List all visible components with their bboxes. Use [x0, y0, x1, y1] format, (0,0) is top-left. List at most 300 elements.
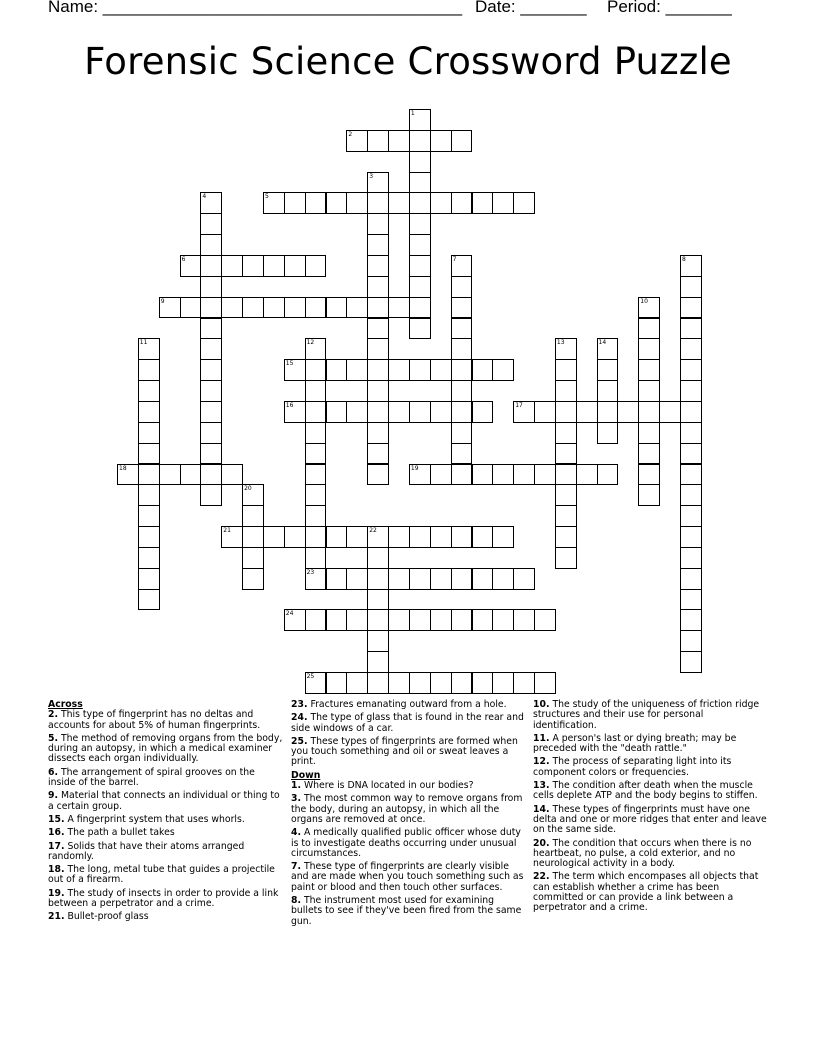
clue-text: Solids that have their atoms arranged randomly.: [48, 840, 245, 862]
down-clue: [533, 839, 769, 870]
grid-cell[interactable]: [638, 380, 660, 402]
grid-cell[interactable]: [388, 609, 410, 631]
grid-cell[interactable]: [305, 484, 327, 506]
across-clue: [48, 828, 284, 838]
grid-cell[interactable]: [597, 359, 619, 381]
grid-cell[interactable]: [388, 526, 410, 548]
grid-cell[interactable]: [242, 547, 264, 569]
grid-cell[interactable]: [492, 568, 514, 590]
clue-text: The arrangement of spiral grooves on the inside of the barrel.: [48, 766, 255, 789]
clue-number: 14: [598, 339, 607, 347]
clue-number: 16: [285, 401, 294, 409]
grid-cell[interactable]: [409, 401, 431, 423]
grid-cell[interactable]: [138, 526, 160, 548]
grid-cell[interactable]: [597, 401, 619, 423]
down-clue: [291, 828, 527, 859]
grid-cell[interactable]: [513, 568, 535, 590]
grid-cell[interactable]: [680, 338, 702, 360]
clue-number: 19: [410, 464, 419, 472]
grid-cell[interactable]: [200, 484, 222, 506]
grid-cell[interactable]: [472, 464, 494, 486]
grid-cell[interactable]: [367, 443, 389, 465]
grid-cell[interactable]: [326, 192, 348, 214]
grid-cell[interactable]: [367, 651, 389, 673]
grid-cell[interactable]: [367, 276, 389, 298]
grid-cell[interactable]: [680, 422, 702, 444]
grid-cell[interactable]: [138, 422, 160, 444]
grid-cell[interactable]: [284, 255, 306, 277]
grid-cell[interactable]: [451, 318, 473, 340]
grid-cell[interactable]: [409, 213, 431, 235]
clue-num: 10.: [533, 699, 550, 710]
grid-cell[interactable]: [200, 380, 222, 402]
grid-cell[interactable]: [409, 255, 431, 277]
grid-cell[interactable]: [221, 255, 243, 277]
grid-cell[interactable]: [200, 401, 222, 423]
clue-text: The term which encompases all objects that can establish whether a crime has been committed or can provide a link between a perpetrator and a crime.: [533, 871, 759, 914]
clue-text: The condition that occurs when there is no heartbeat, no pulse, a cold exterior, and no neurological activity in a body.: [533, 837, 752, 870]
grid-cell[interactable]: [680, 505, 702, 527]
down-clue: [291, 896, 527, 927]
grid-cell[interactable]: [472, 359, 494, 381]
grid-cell[interactable]: [346, 401, 368, 423]
down-clue: [533, 781, 769, 802]
grid-cell[interactable]: [409, 234, 431, 256]
grid-cell[interactable]: [263, 255, 285, 277]
grid-cell[interactable]: [305, 547, 327, 569]
grid-cell[interactable]: [409, 359, 431, 381]
grid-cell[interactable]: [409, 130, 431, 152]
grid-cell[interactable]: [472, 401, 494, 423]
clue-num: 22.: [533, 871, 550, 883]
grid-cell[interactable]: [367, 672, 389, 694]
grid-cell[interactable]: [367, 234, 389, 256]
grid-cell[interactable]: [367, 568, 389, 590]
grid-cell[interactable]: [680, 547, 702, 569]
down-clue: [533, 700, 769, 731]
grid-cell[interactable]: [638, 484, 660, 506]
grid-cell[interactable]: [346, 568, 368, 590]
grid-cell[interactable]: [680, 380, 702, 402]
grid-cell[interactable]: [305, 192, 327, 214]
grid-cell[interactable]: [555, 464, 577, 486]
clue-text: This type of fingerprint has no deltas and accounts for about 5% of human fingerprints.: [48, 709, 261, 731]
grid-cell[interactable]: [451, 464, 473, 486]
grid-cell[interactable]: [409, 672, 431, 694]
grid-cell[interactable]: [472, 192, 494, 214]
clue-text: Material that connects an individual or thing to a certain group.: [48, 790, 280, 812]
grid-cell[interactable]: [409, 151, 431, 173]
clue-number: 7: [452, 256, 457, 263]
grid-cell[interactable]: [555, 526, 577, 548]
grid-cell[interactable]: [200, 359, 222, 381]
grid-cell[interactable]: [472, 609, 494, 631]
page-title: Forensic Science Crossword Puzzle: [84, 40, 732, 83]
down-clue: [533, 757, 769, 778]
grid-cell[interactable]: [492, 609, 514, 631]
grid-cell[interactable]: [451, 443, 473, 465]
grid-cell[interactable]: [180, 464, 202, 486]
grid-cell[interactable]: [430, 568, 452, 590]
grid-cell[interactable]: [638, 464, 660, 486]
grid-cell[interactable]: [451, 609, 473, 631]
grid-cell[interactable]: [200, 297, 222, 319]
clue-number: 3: [369, 172, 374, 180]
grid-cell[interactable]: [680, 318, 702, 340]
clue-number: 2: [348, 130, 353, 138]
grid-cell[interactable]: [284, 526, 306, 548]
grid-cell[interactable]: [430, 401, 452, 423]
clue-number: 6: [181, 256, 186, 263]
grid-cell[interactable]: [242, 297, 264, 319]
grid-cell[interactable]: [367, 464, 389, 486]
down-clue: [291, 781, 527, 791]
grid-cell[interactable]: [326, 526, 348, 548]
grid-cell[interactable]: [367, 380, 389, 402]
clue-num: 12.: [533, 756, 550, 768]
grid-cell[interactable]: [367, 213, 389, 235]
grid-cell[interactable]: [555, 422, 577, 444]
grid-cell[interactable]: [200, 255, 222, 277]
clue-text: A fingerprint system that uses whorls.: [64, 813, 245, 825]
grid-cell[interactable]: [451, 422, 473, 444]
grid-cell[interactable]: [492, 192, 514, 214]
grid-cell[interactable]: [680, 651, 702, 673]
grid-cell[interactable]: [326, 568, 348, 590]
grid-cell[interactable]: [326, 401, 348, 423]
grid-cell[interactable]: [451, 526, 473, 548]
grid-cell[interactable]: [326, 297, 348, 319]
grid-cell[interactable]: [451, 401, 473, 423]
grid-cell[interactable]: [597, 464, 619, 486]
clue-number: 4: [202, 193, 207, 201]
grid-cell[interactable]: [430, 464, 452, 486]
clue-num: 3.: [291, 793, 302, 805]
grid-cell[interactable]: [305, 255, 327, 277]
clue-number: 15: [285, 360, 294, 368]
grid-cell[interactable]: [451, 338, 473, 360]
clue-num: 18.: [48, 864, 65, 876]
grid-cell[interactable]: [409, 609, 431, 631]
grid-cell[interactable]: [284, 192, 306, 214]
name-field[interactable]: Name: ______________________________________: [48, 0, 463, 16]
clue-text: These types of fingerprints must have one delta and one or more ridges that enter and leave on the same side.: [533, 803, 767, 836]
clue-number: 5: [265, 193, 269, 201]
grid-cell[interactable]: [555, 401, 577, 423]
grid-cell[interactable]: [367, 547, 389, 569]
grid-cell[interactable]: [388, 568, 410, 590]
grid-cell[interactable]: [492, 672, 514, 694]
grid-cell[interactable]: [513, 672, 535, 694]
grid-cell[interactable]: [346, 359, 368, 381]
grid-cell[interactable]: [680, 276, 702, 298]
grid-cell[interactable]: [367, 630, 389, 652]
clue-text: The process of separating light into its component colors or frequencies.: [533, 756, 732, 778]
down-clue: [291, 862, 527, 893]
clue-num: 6.: [48, 766, 59, 778]
grid-cell[interactable]: [367, 192, 389, 214]
clue-text: The path a bullet takes: [64, 827, 175, 839]
clue-number: 23: [306, 568, 315, 576]
clue-num: 9.: [48, 790, 59, 802]
grid-cell[interactable]: [284, 297, 306, 319]
grid-cell[interactable]: [555, 505, 577, 527]
clue-number: 8: [682, 256, 686, 263]
grid-cell[interactable]: [680, 589, 702, 611]
grid-cell[interactable]: [409, 276, 431, 298]
grid-cell[interactable]: [367, 255, 389, 277]
clues-column-3: [533, 700, 769, 917]
clue-num: 25.: [291, 735, 308, 747]
grid-cell[interactable]: [138, 484, 160, 506]
clue-text: The long, metal tube that guides a projectile out of a firearm.: [48, 864, 275, 886]
grid-cell[interactable]: [367, 130, 389, 152]
grid-cell[interactable]: [451, 380, 473, 402]
grid-cell[interactable]: [638, 318, 660, 340]
grid-cell[interactable]: [263, 526, 285, 548]
grid-cell[interactable]: [200, 318, 222, 340]
clue-text: The instrument most used for examining bullets to see if they've been fired from the same gun.: [291, 895, 522, 927]
grid-cell[interactable]: [305, 505, 327, 527]
clue-text: Bullet-proof glass: [64, 911, 149, 923]
grid-cell[interactable]: [388, 359, 410, 381]
grid-cell[interactable]: [138, 401, 160, 423]
grid-cell[interactable]: [305, 422, 327, 444]
grid-cell[interactable]: [680, 568, 702, 590]
grid-cell[interactable]: [200, 213, 222, 235]
grid-cell[interactable]: [326, 672, 348, 694]
grid-cell[interactable]: [388, 130, 410, 152]
grid-cell[interactable]: [138, 464, 160, 486]
grid-cell[interactable]: [305, 464, 327, 486]
grid-cell[interactable]: [680, 297, 702, 319]
grid-cell[interactable]: [326, 609, 348, 631]
grid-cell[interactable]: [138, 443, 160, 465]
clue-number: 20: [244, 485, 252, 493]
grid-cell[interactable]: [138, 359, 160, 381]
grid-cell[interactable]: [200, 422, 222, 444]
grid-cell[interactable]: [534, 464, 556, 486]
clue-text: These types of fingerprints are formed when you touch something and oil or sweat leaves a print.: [291, 735, 518, 768]
grid-cell[interactable]: [430, 359, 452, 381]
grid-cell[interactable]: [305, 609, 327, 631]
grid-cell[interactable]: [492, 359, 514, 381]
grid-cell[interactable]: [597, 422, 619, 444]
grid-cell[interactable]: [680, 401, 702, 423]
grid-cell[interactable]: [472, 672, 494, 694]
grid-cell[interactable]: [305, 401, 327, 423]
grid-cell[interactable]: [451, 192, 473, 214]
grid-cell[interactable]: [430, 672, 452, 694]
grid-cell[interactable]: [534, 609, 556, 631]
across-clue: [291, 713, 527, 734]
grid-cell[interactable]: [305, 380, 327, 402]
grid-cell[interactable]: [638, 359, 660, 381]
grid-cell[interactable]: [430, 609, 452, 631]
clue-number: 24: [285, 610, 294, 618]
clue-text: The study of the uniqueness of friction ridge structures and their use for personal identification.: [533, 699, 760, 731]
down-clue: [533, 805, 769, 836]
grid-cell[interactable]: [326, 359, 348, 381]
grid-cell[interactable]: [534, 401, 556, 423]
across-clue: [48, 842, 284, 863]
grid-cell[interactable]: [451, 672, 473, 694]
grid-cell[interactable]: [576, 464, 598, 486]
grid-cell[interactable]: [200, 234, 222, 256]
clue-number: 12: [306, 339, 315, 347]
down-clue: [291, 794, 527, 825]
grid-cell[interactable]: [451, 568, 473, 590]
grid-cell[interactable]: [638, 401, 660, 423]
grid-cell[interactable]: [409, 318, 431, 340]
grid-cell[interactable]: [617, 401, 639, 423]
grid-cell[interactable]: [138, 505, 160, 527]
grid-cell[interactable]: [680, 359, 702, 381]
grid-cell[interactable]: [659, 401, 681, 423]
grid-cell[interactable]: [367, 297, 389, 319]
grid-cell[interactable]: [451, 276, 473, 298]
date-field[interactable]: Date: _______: [475, 0, 587, 16]
down-clue: [533, 872, 769, 913]
clue-text: Fractures emanating outward from a hole.: [307, 699, 507, 710]
grid-cell[interactable]: [138, 568, 160, 590]
grid-cell[interactable]: [451, 359, 473, 381]
grid-cell[interactable]: [451, 297, 473, 319]
grid-cell[interactable]: [263, 297, 285, 319]
across-clue: [48, 734, 284, 765]
grid-cell[interactable]: [367, 401, 389, 423]
grid-cell[interactable]: [430, 192, 452, 214]
grid-cell[interactable]: [638, 422, 660, 444]
grid-cell[interactable]: [221, 464, 243, 486]
grid-cell[interactable]: [472, 568, 494, 590]
clue-text: The type of glass that is found in the rear and side windows of a car.: [291, 712, 524, 734]
grid-cell[interactable]: [680, 630, 702, 652]
clue-number: 10: [640, 297, 648, 305]
grid-cell[interactable]: [451, 130, 473, 152]
clue-text: A person's last or dying breath; may be preceded with the "death rattle.": [533, 732, 737, 755]
grid-cell[interactable]: [430, 526, 452, 548]
grid-cell[interactable]: [367, 422, 389, 444]
across-clue: [48, 768, 284, 789]
grid-cell[interactable]: [680, 609, 702, 631]
clue-num: 23.: [291, 699, 308, 710]
across-clue: [48, 710, 284, 731]
grid-cell[interactable]: [346, 192, 368, 214]
grid-cell[interactable]: [555, 359, 577, 381]
grid-cell[interactable]: [200, 276, 222, 298]
grid-cell[interactable]: [200, 338, 222, 360]
grid-cell[interactable]: [409, 297, 431, 319]
grid-cell[interactable]: [242, 255, 264, 277]
grid-cell[interactable]: [555, 380, 577, 402]
grid-cell[interactable]: [367, 609, 389, 631]
across-clue: [48, 791, 284, 812]
grid-cell[interactable]: [242, 505, 264, 527]
grid-cell[interactable]: [388, 401, 410, 423]
grid-cell[interactable]: [555, 484, 577, 506]
grid-cell[interactable]: [346, 672, 368, 694]
grid-cell[interactable]: [680, 526, 702, 548]
grid-cell[interactable]: [409, 192, 431, 214]
grid-cell[interactable]: [638, 338, 660, 360]
grid-cell[interactable]: [159, 464, 181, 486]
grid-cell[interactable]: [680, 464, 702, 486]
clue-number: 1: [410, 110, 415, 117]
grid-cell[interactable]: [305, 526, 327, 548]
clue-num: 15.: [48, 813, 65, 825]
grid-cell[interactable]: [305, 359, 327, 381]
grid-cell[interactable]: [492, 464, 514, 486]
grid-cell[interactable]: [346, 526, 368, 548]
grid-cell[interactable]: [221, 297, 243, 319]
clue-num: 5.: [48, 732, 59, 744]
grid-cell[interactable]: [492, 526, 514, 548]
grid-cell[interactable]: [409, 172, 431, 194]
grid-cell[interactable]: [367, 359, 389, 381]
grid-cell[interactable]: [388, 672, 410, 694]
across-clue: [48, 912, 284, 922]
across-clue: [48, 865, 284, 886]
grid-cell[interactable]: [409, 526, 431, 548]
grid-cell[interactable]: [513, 464, 535, 486]
period-field[interactable]: Period: _______: [607, 0, 732, 16]
grid-cell[interactable]: [680, 484, 702, 506]
grid-cell[interactable]: [638, 443, 660, 465]
grid-cell[interactable]: [409, 568, 431, 590]
clue-number: 21: [223, 527, 231, 534]
grid-cell[interactable]: [555, 547, 577, 569]
clue-num: 17.: [48, 840, 65, 852]
clue-num: 16.: [48, 827, 65, 839]
grid-cell[interactable]: [555, 443, 577, 465]
clue-num: 20.: [533, 837, 550, 849]
across-clue: [48, 815, 284, 825]
grid-cell[interactable]: [388, 297, 410, 319]
grid-cell[interactable]: [513, 609, 535, 631]
clue-num: 7.: [291, 861, 302, 873]
grid-cell[interactable]: [367, 318, 389, 340]
grid-cell[interactable]: [180, 297, 202, 319]
grid-cell[interactable]: [597, 380, 619, 402]
grid-cell[interactable]: [200, 464, 222, 486]
grid-cell[interactable]: [576, 401, 598, 423]
grid-cell[interactable]: [138, 380, 160, 402]
grid-cell[interactable]: [388, 192, 410, 214]
grid-cell[interactable]: [138, 589, 160, 611]
grid-cell[interactable]: [305, 297, 327, 319]
clue-num: 21.: [48, 911, 65, 923]
grid-cell[interactable]: [513, 192, 535, 214]
grid-cell[interactable]: [346, 297, 368, 319]
grid-cell[interactable]: [430, 130, 452, 152]
clue-number: 22: [369, 527, 377, 534]
grid-cell[interactable]: [138, 547, 160, 569]
grid-cell[interactable]: [242, 526, 264, 548]
grid-cell[interactable]: [200, 443, 222, 465]
clue-num: 24.: [291, 712, 308, 724]
clue-number: 9: [160, 297, 165, 305]
grid-cell[interactable]: [346, 609, 368, 631]
grid-cell[interactable]: [534, 672, 556, 694]
grid-cell[interactable]: [680, 443, 702, 465]
grid-cell[interactable]: [472, 526, 494, 548]
grid-cell[interactable]: [305, 443, 327, 465]
grid-cell[interactable]: [367, 338, 389, 360]
grid-cell[interactable]: [242, 568, 264, 590]
grid-cell[interactable]: [367, 589, 389, 611]
clue-text: The condition after death when the muscle cells deplete ATP and the body begins to stiffen.: [533, 780, 758, 802]
